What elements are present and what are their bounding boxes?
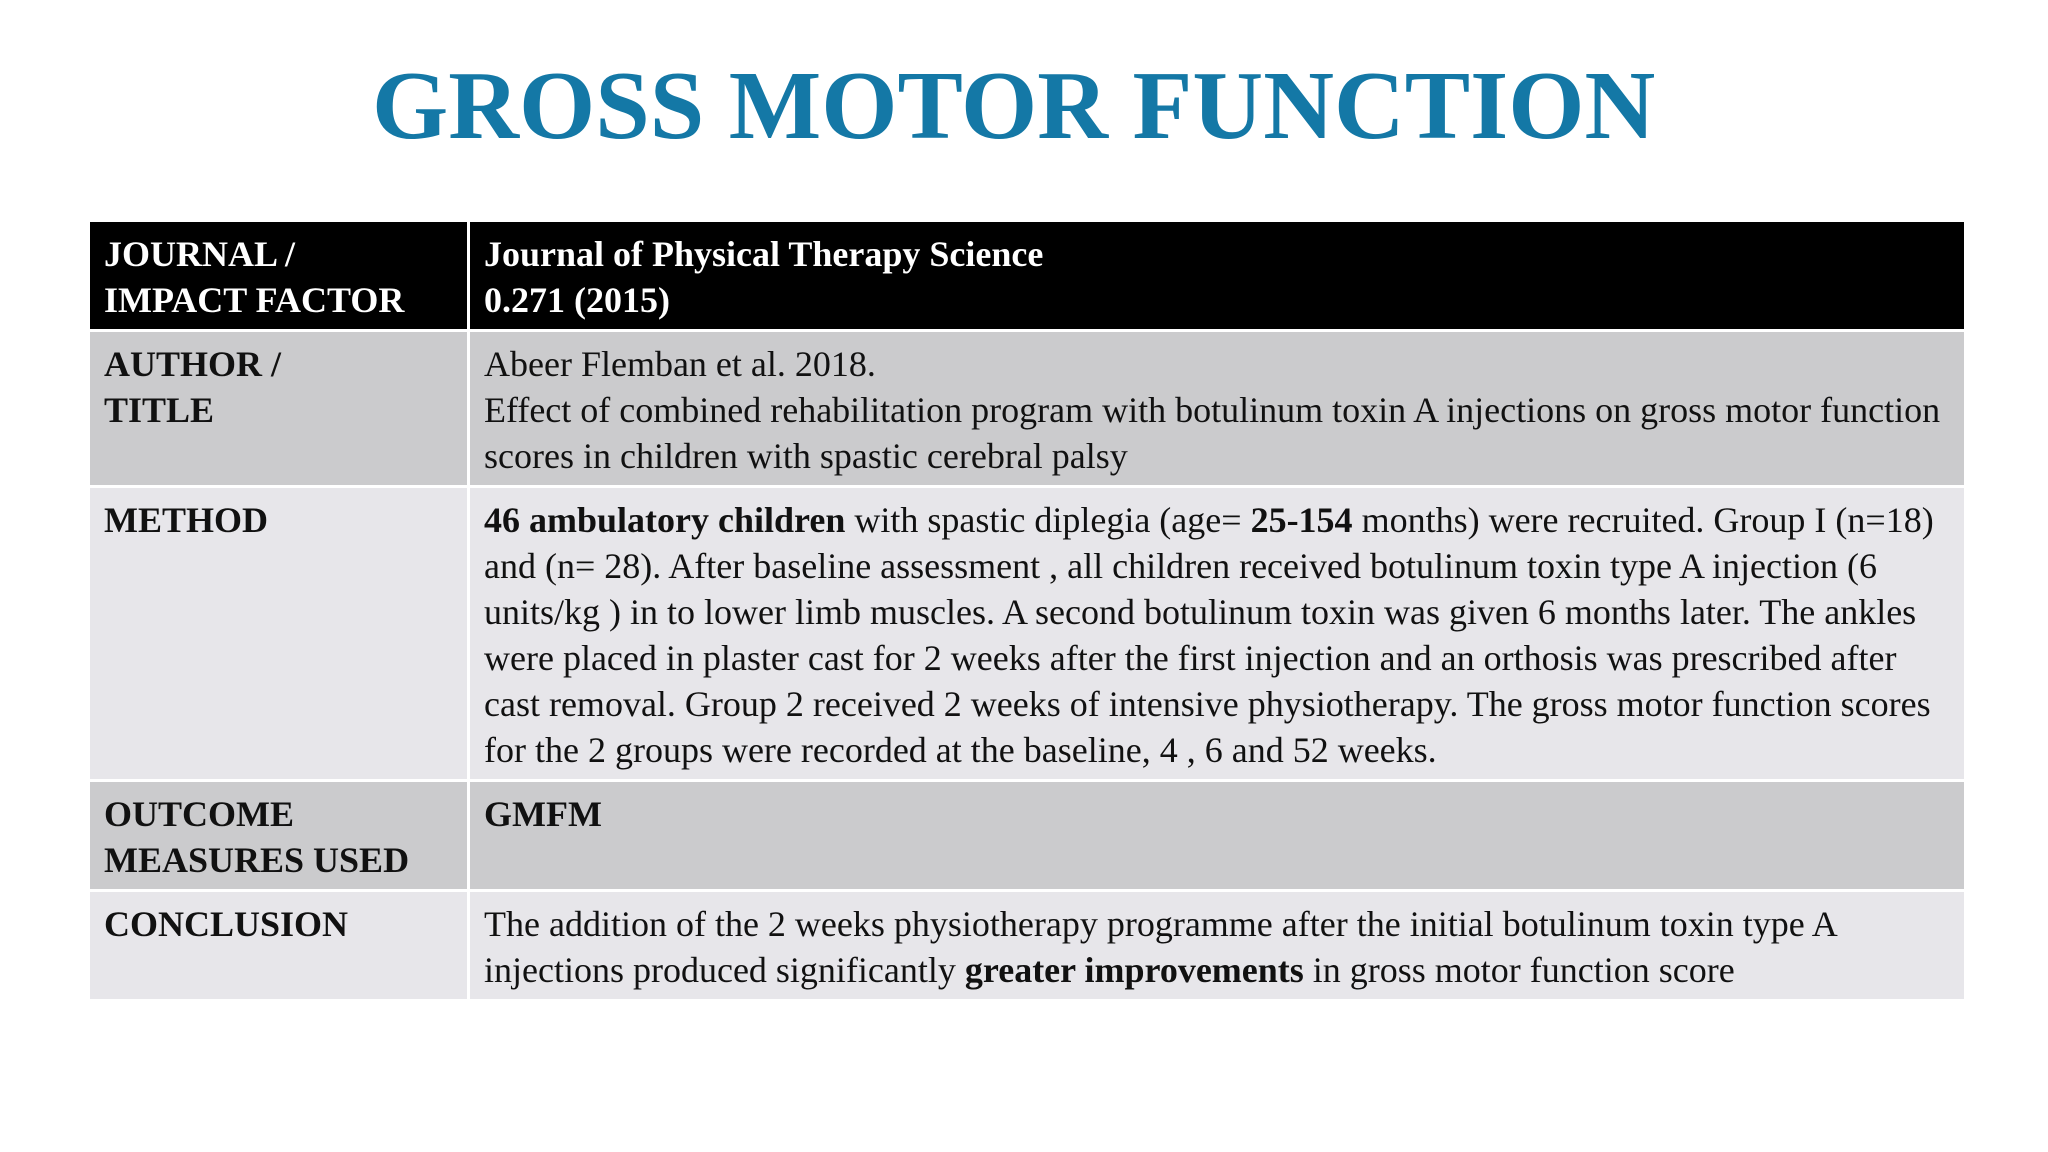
- study-title: Effect of combined rehabilitation program with botulinum toxin A injections on gross motor function scores in children with spastic cerebral palsy: [484, 390, 1941, 476]
- method-row: [89, 487, 1966, 781]
- author-label: AUTHOR / TITLE: [89, 331, 469, 487]
- conclusion-row: [89, 891, 1966, 1001]
- conclusion-value: [469, 891, 1966, 1001]
- method-label: METHOD: [89, 487, 469, 781]
- author-value: [469, 331, 1966, 487]
- conclusion-text-1: The addition of the 2 weeks physiotherapy programme after the initial botulinum toxin type A injections produced significantly: [484, 904, 1836, 990]
- author-row: [89, 331, 1966, 487]
- method-text-2: months) were recruited. Group I (n=18) and (n= 28). After baseline assessment , all children received botulinum toxin type A injection (6 units/kg ) in to lower limb muscles. A second botulinum toxin was given 6 months later. The ankles were placed in plaster cast for 2 weeks after the first injection and an orthosis was prescribed after cast removal. Group 2 received 2 weeks of intensive physiotherapy. The gross motor function scores for the 2 groups were recorded at the baseline, 4 , 6 and 52 weeks.: [484, 500, 1934, 770]
- author-citation: Abeer Flemban et al. 2018.: [484, 344, 876, 384]
- study-summary-table: [87, 219, 1967, 1002]
- conclusion-text-2: in gross motor function score: [1303, 950, 1735, 990]
- conclusion-label: CONCLUSION: [89, 891, 469, 1001]
- journal-label: JOURNAL / IMPACT FACTOR: [89, 221, 469, 331]
- outcome-row: [89, 781, 1966, 891]
- method-value: [469, 487, 1966, 781]
- method-bold-participants: 46 ambulatory children: [484, 500, 846, 540]
- journal-value: Journal of Physical Therapy Science 0.271 (2015): [469, 221, 1966, 331]
- outcome-label: OUTCOME MEASURES USED: [89, 781, 469, 891]
- journal-row: [89, 221, 1966, 331]
- method-bold-age: 25-154: [1250, 500, 1353, 540]
- outcome-value: GMFM: [469, 781, 1966, 891]
- conclusion-bold: greater improvements: [964, 950, 1304, 990]
- slide-title: GROSS MOTOR FUNCTION: [372, 52, 1656, 160]
- method-text-1: with spastic diplegia (age=: [845, 500, 1251, 540]
